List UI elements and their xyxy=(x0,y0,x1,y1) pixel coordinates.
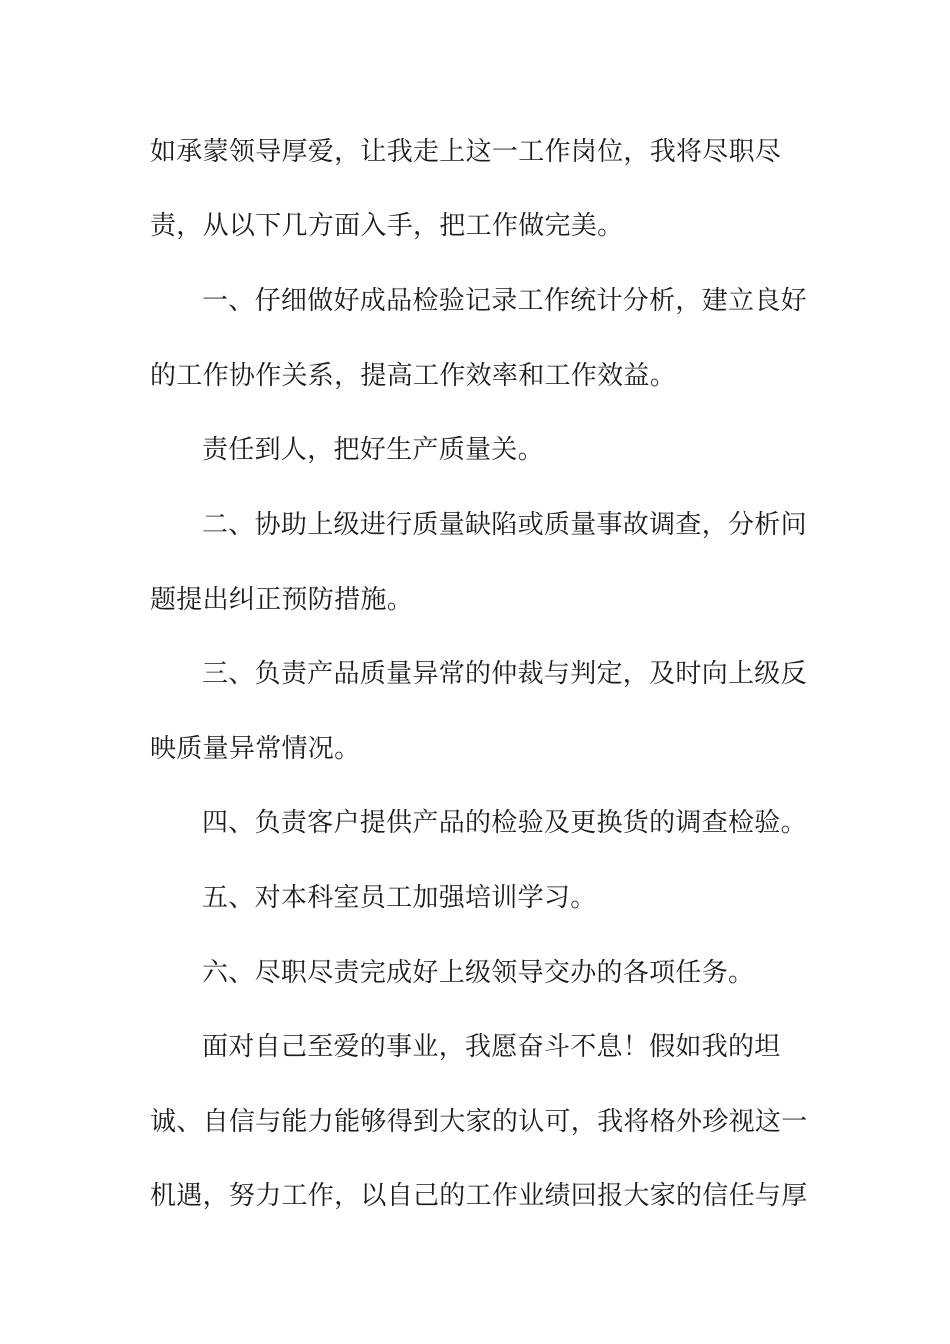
paragraph-item-1-line-1: 一、仔细做好成品检验记录工作统计分析，建立良好 xyxy=(202,286,807,316)
paragraph-closing-line-3: 机遇，努力工作，以自己的工作业绩回报大家的信任与厚 xyxy=(150,1181,808,1211)
paragraph-item-1-line-2: 的工作协作关系，提高工作效率和工作效益。 xyxy=(150,361,677,391)
paragraph-closing-line-1: 面对自己至爱的事业，我愿奋斗不息！假如我的坦 xyxy=(202,1032,781,1062)
paragraph-item-3-line-2: 映质量异常情况。 xyxy=(150,734,361,764)
paragraph-item-2-line-2: 题提出纠正预防措施。 xyxy=(150,585,414,615)
paragraph-item-6: 六、尽职尽责完成好上级领导交办的各项任务。 xyxy=(202,958,755,988)
text-line-1: 如承蒙领导厚爱，让我走上这一工作岗位，我将尽职尽 xyxy=(150,137,782,167)
paragraph-responsibility: 责任到人，把好生产质量关。 xyxy=(202,435,544,465)
paragraph-item-5: 五、对本科室员工加强培训学习。 xyxy=(202,883,597,913)
paragraph-closing-line-2: 诚、自信与能力能够得到大家的认可，我将格外珍视这一 xyxy=(150,1107,808,1137)
paragraph-item-2-line-1: 二、协助上级进行质量缺陷或质量事故调查，分析问 xyxy=(202,510,807,540)
paragraph-item-4: 四、负责客户提供产品的检验及更换货的调查检验。 xyxy=(202,808,807,838)
text-line-2: 责，从以下几方面入手，把工作做完美。 xyxy=(150,211,624,241)
paragraph-item-3-line-1: 三、负责产品质量异常的仲裁与判定，及时向上级反 xyxy=(202,659,807,689)
